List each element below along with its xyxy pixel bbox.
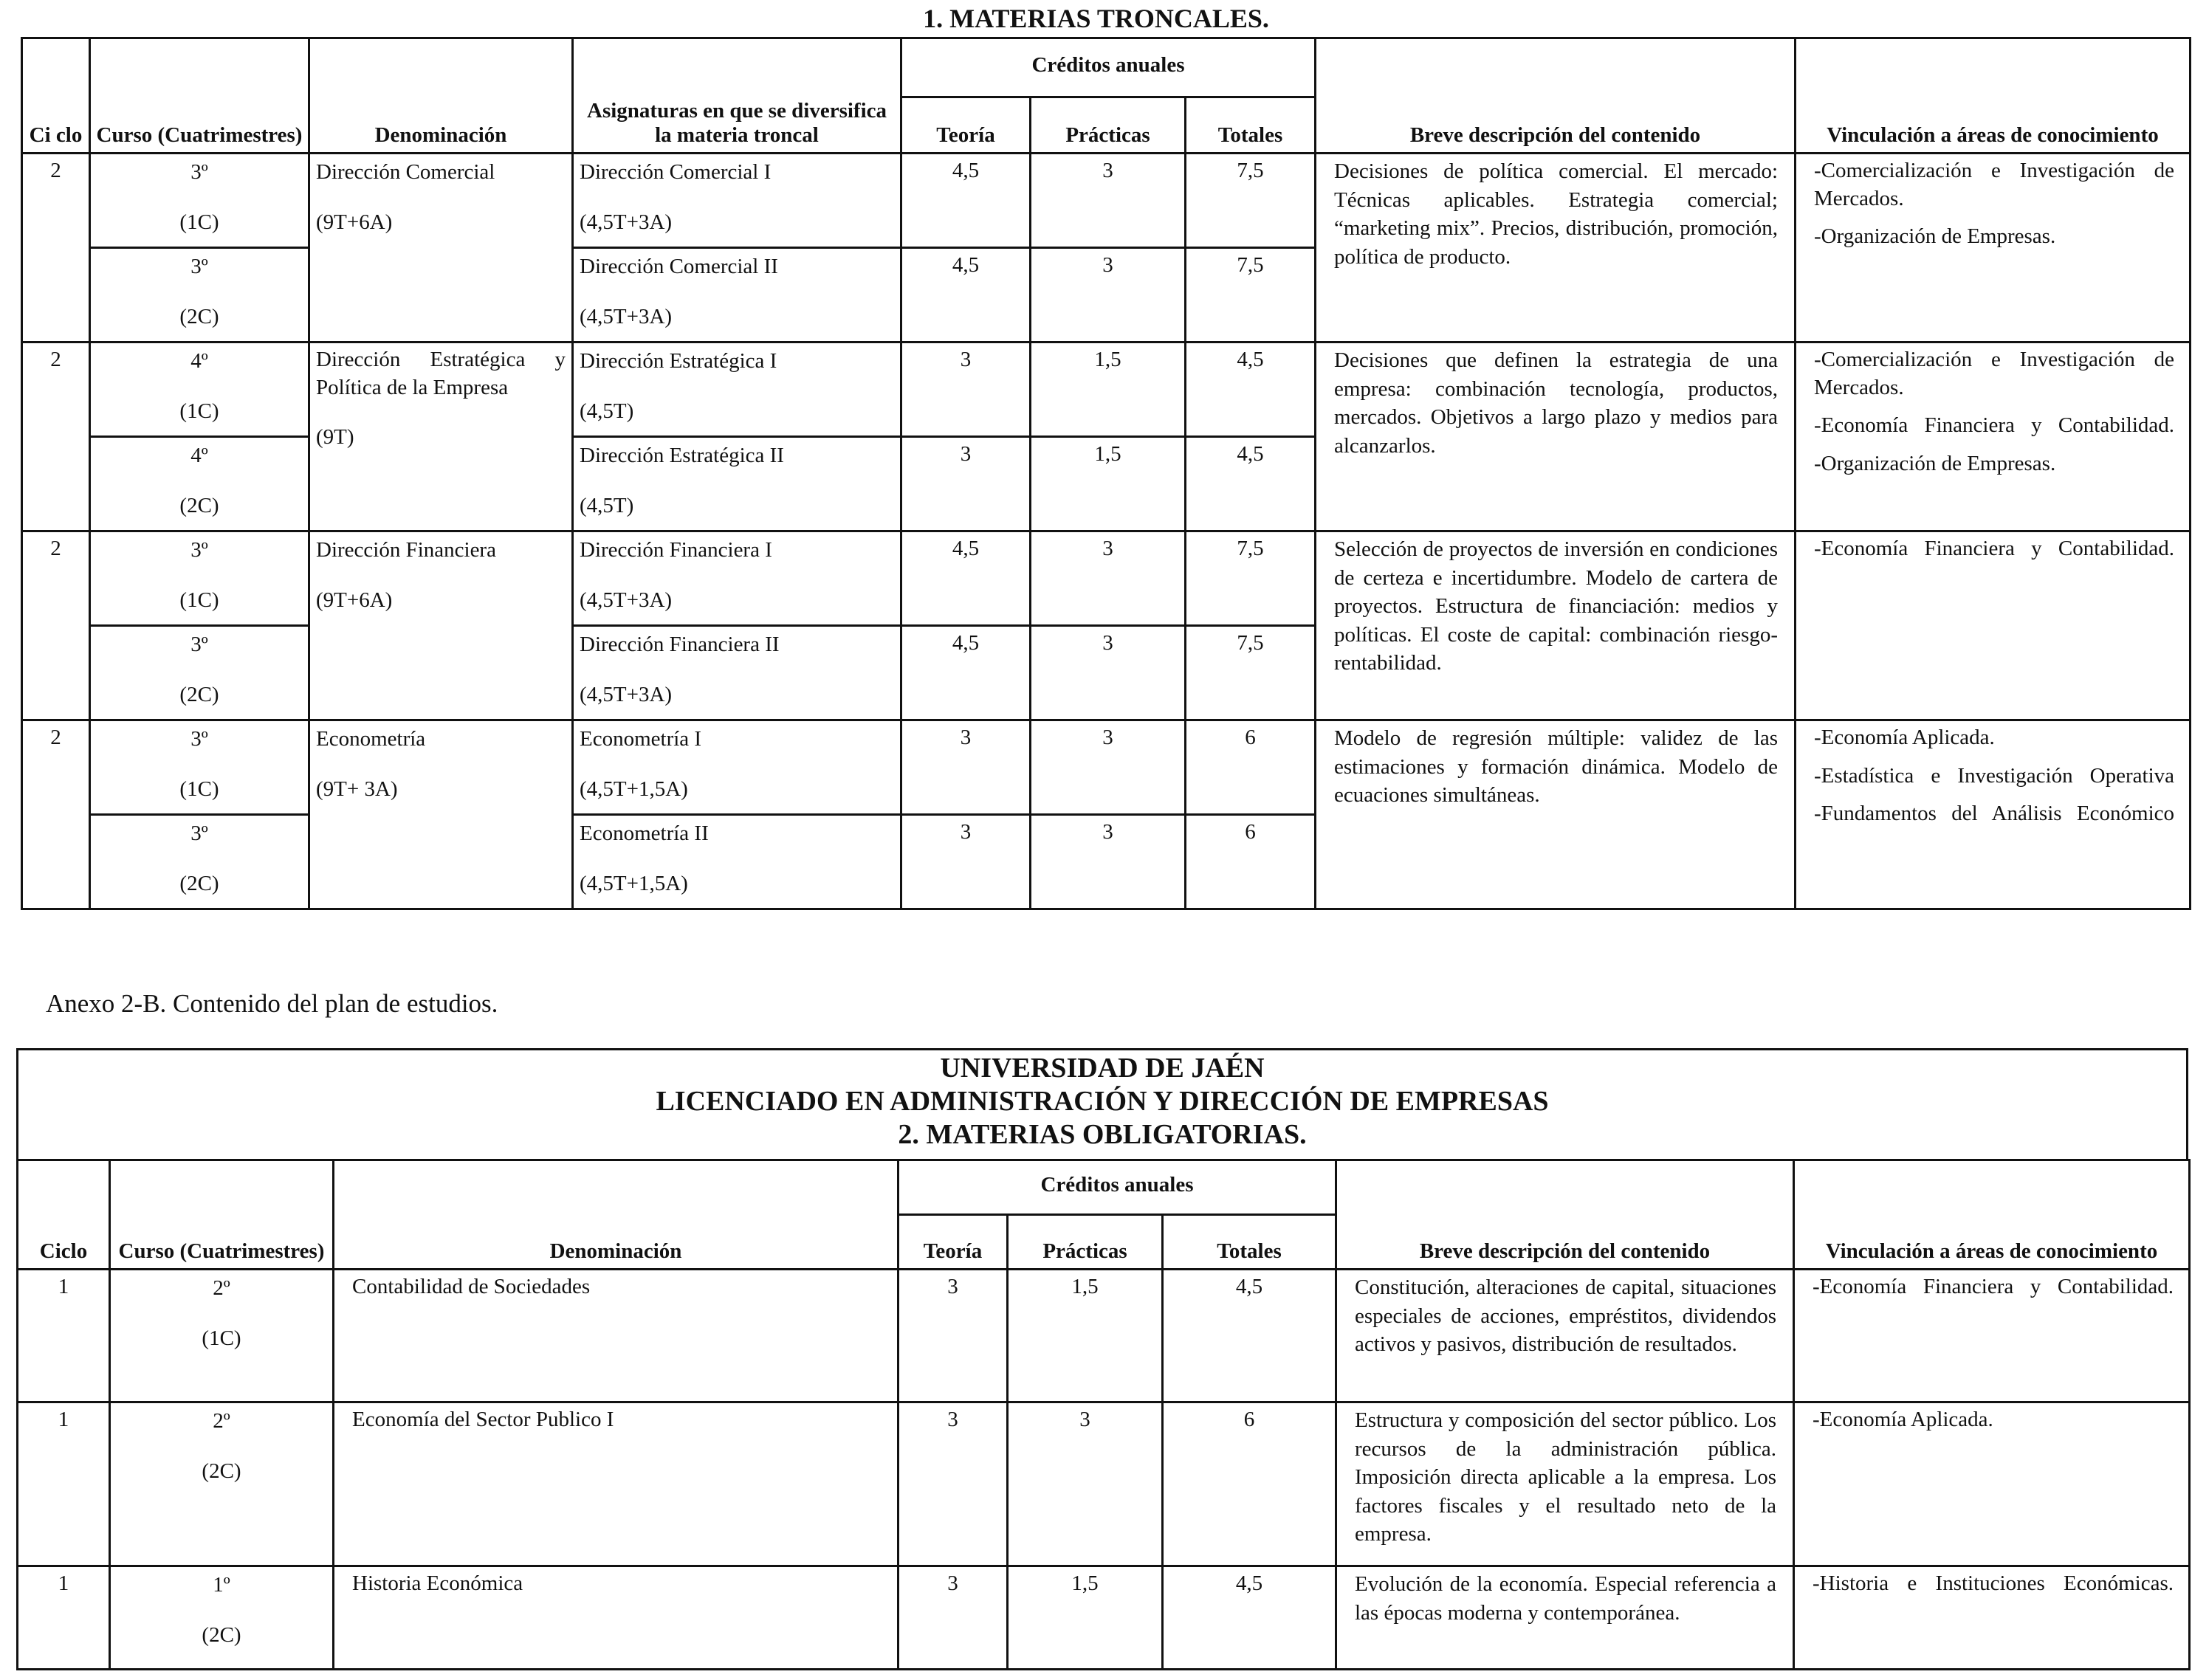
teoria-cell: 4,5 bbox=[901, 626, 1031, 720]
totales-cell: 7,5 bbox=[1186, 626, 1316, 720]
header-curso: Curso (Cuatrimestres) bbox=[110, 1160, 334, 1270]
areas-cell: -Economía Aplicada. bbox=[1794, 1402, 2190, 1566]
totales-cell: 4,5 bbox=[1163, 1566, 1336, 1670]
table-row bbox=[18, 1402, 2190, 1566]
annex-caption: Anexo 2-B. Contenido del plan de estudios. bbox=[46, 989, 498, 1018]
materias-troncales-table bbox=[21, 37, 2191, 910]
header-vinculacion: Vinculación a áreas de conocimiento bbox=[1796, 38, 2191, 154]
university-title: UNIVERSIDAD DE JAÉN bbox=[940, 1053, 1265, 1084]
totales-cell: 7,5 bbox=[1186, 248, 1316, 342]
asignatura-cell: Dirección Financiera II (4,5T+3A) bbox=[573, 626, 901, 720]
practicas-cell: 3 bbox=[1031, 626, 1186, 720]
header-creditos: Créditos anuales bbox=[899, 1160, 1336, 1215]
header-teoria: Teoría bbox=[901, 97, 1031, 154]
practicas-cell: 3 bbox=[1031, 154, 1186, 248]
totales-cell: 4,5 bbox=[1163, 1270, 1336, 1402]
asignatura-cell: Dirección Estratégica I (4,5T) bbox=[573, 342, 901, 437]
descripcion-cell: Selección de proyectos de inversión en condiciones de certeza e incertidumbre. Modelo de cartera de proyectos. Estructura de financiación: medios y políticas. El coste de capital: combinación riesgo-rentabilidad. bbox=[1316, 531, 1796, 720]
teoria-cell: 3 bbox=[901, 342, 1031, 437]
ciclo-cell: 2 bbox=[22, 720, 90, 909]
asignatura-cell: Econometría I (4,5T+1,5A) bbox=[573, 720, 901, 815]
teoria-cell: 3 bbox=[899, 1566, 1008, 1670]
teoria-cell: 3 bbox=[899, 1402, 1008, 1566]
curso-cell: 3º (2C) bbox=[90, 248, 309, 342]
header-practicas: Prácticas bbox=[1008, 1215, 1163, 1270]
teoria-cell: 3 bbox=[901, 815, 1031, 909]
table-row bbox=[22, 531, 2191, 626]
curso-cell: 3º (1C) bbox=[90, 720, 309, 815]
curso-cell: 3º (2C) bbox=[90, 626, 309, 720]
materias-obligatorias-table bbox=[16, 1159, 2191, 1670]
ciclo-cell: 2 bbox=[22, 154, 90, 342]
practicas-cell: 3 bbox=[1031, 248, 1186, 342]
curso-cell: 4º (2C) bbox=[90, 437, 309, 531]
areas-cell: -Economía Financiera y Contabilidad. bbox=[1796, 531, 2191, 720]
asignatura-cell: Dirección Comercial II (4,5T+3A) bbox=[573, 248, 901, 342]
teoria-cell: 4,5 bbox=[901, 154, 1031, 248]
descripcion-cell: Decisiones de política comercial. El mercado: Técnicas aplicables. Estrategia comercial; “marketing mix”. Precios, distribución, promoción, política de producto. bbox=[1316, 154, 1796, 342]
practicas-cell: 3 bbox=[1031, 531, 1186, 626]
denominacion-cell: Economía del Sector Publico I bbox=[334, 1402, 899, 1566]
ciclo-cell: 2 bbox=[22, 531, 90, 720]
descripcion-cell: Estructura y composición del sector público. Los recursos de la administración pública. Imposición directa aplicable a la empresa. Los factores fiscales y el resultado neto de la empresa. bbox=[1336, 1402, 1794, 1566]
totales-cell: 6 bbox=[1163, 1402, 1336, 1566]
asignatura-cell: Dirección Estratégica II (4,5T) bbox=[573, 437, 901, 531]
teoria-cell: 4,5 bbox=[901, 531, 1031, 626]
table-row bbox=[22, 342, 2191, 437]
teoria-cell: 3 bbox=[899, 1270, 1008, 1402]
totales-cell: 6 bbox=[1186, 815, 1316, 909]
descripcion-cell: Decisiones que definen la estrategia de una empresa: combinación tecnología, productos, mercados. Objetivos a largo plazo y medios para alcanzarlos. bbox=[1316, 342, 1796, 531]
curso-cell: 3º (1C) bbox=[90, 531, 309, 626]
totales-cell: 6 bbox=[1186, 720, 1316, 815]
header-asignaturas: Asignaturas en que se diversifica la materia troncal bbox=[573, 38, 901, 154]
areas-cell: -Economía Aplicada. -Estadística e Investigación Operativa -Fundamentos del Análisis Económico bbox=[1796, 720, 2191, 909]
table-row bbox=[18, 1270, 2190, 1402]
practicas-cell: 3 bbox=[1031, 815, 1186, 909]
header-descripcion: Breve descripción del contenido bbox=[1336, 1160, 1794, 1270]
denominacion-cell: Historia Económica bbox=[334, 1566, 899, 1670]
header-vinculacion: Vinculación a áreas de conocimiento bbox=[1794, 1160, 2190, 1270]
denominacion-cell: Econometría (9T+ 3A) bbox=[309, 720, 573, 909]
areas-cell: -Comercialización e Investigación de Mercados. -Organización de Empresas. bbox=[1796, 154, 2191, 342]
totales-cell: 7,5 bbox=[1186, 531, 1316, 626]
ciclo-cell: 1 bbox=[18, 1402, 110, 1566]
header-denominacion: Denominación bbox=[334, 1160, 899, 1270]
curso-cell: 4º (1C) bbox=[90, 342, 309, 437]
teoria-cell: 4,5 bbox=[901, 248, 1031, 342]
header-curso: Curso (Cuatrimestres) bbox=[90, 38, 309, 154]
curso-cell: 2º (1C) bbox=[110, 1270, 334, 1402]
descripcion-cell: Modelo de regresión múltiple: validez de las estimaciones y formación dinámica. Modelo de ecuaciones simultáneas. bbox=[1316, 720, 1796, 909]
descripcion-cell: Evolución de la economía. Especial referencia a las épocas moderna y contemporánea. bbox=[1336, 1566, 1794, 1670]
curso-cell: 2º (2C) bbox=[110, 1402, 334, 1566]
ciclo-cell: 2 bbox=[22, 342, 90, 531]
areas-cell: -Historia e Instituciones Económicas. bbox=[1794, 1566, 2190, 1670]
curso-cell: 3º (2C) bbox=[90, 815, 309, 909]
curso-cell: 1º (2C) bbox=[110, 1566, 334, 1670]
header-denominacion: Denominación bbox=[309, 38, 573, 154]
areas-cell: -Comercialización e Investigación de Mercados. -Economía Financiera y Contabilidad. -Organización de Empresas. bbox=[1796, 342, 2191, 531]
table2-title: 2. MATERIAS OBLIGATORIAS. bbox=[898, 1119, 1307, 1150]
table-row bbox=[22, 720, 2191, 815]
header-descripcion: Breve descripción del contenido bbox=[1316, 38, 1796, 154]
totales-cell: 4,5 bbox=[1186, 437, 1316, 531]
denominacion-cell: Dirección Comercial (9T+6A) bbox=[309, 154, 573, 342]
totales-cell: 4,5 bbox=[1186, 342, 1316, 437]
denominacion-cell: Dirección Financiera (9T+6A) bbox=[309, 531, 573, 720]
practicas-cell: 3 bbox=[1008, 1402, 1163, 1566]
degree-title: LICENCIADO EN ADMINISTRACIÓN Y DIRECCIÓN DE EMPRESAS bbox=[656, 1086, 1549, 1117]
ciclo-cell: 1 bbox=[18, 1566, 110, 1670]
practicas-cell: 3 bbox=[1031, 720, 1186, 815]
table-row bbox=[22, 154, 2191, 248]
header-teoria: Teoría bbox=[899, 1215, 1008, 1270]
header-totales: Totales bbox=[1163, 1215, 1336, 1270]
asignatura-cell: Econometría II (4,5T+1,5A) bbox=[573, 815, 901, 909]
totales-cell: 7,5 bbox=[1186, 154, 1316, 248]
practicas-cell: 1,5 bbox=[1031, 437, 1186, 531]
header-practicas: Prácticas bbox=[1031, 97, 1186, 154]
curso-cell: 3º (1C) bbox=[90, 154, 309, 248]
ciclo-cell: 1 bbox=[18, 1270, 110, 1402]
denominacion-cell: Contabilidad de Sociedades bbox=[334, 1270, 899, 1402]
table2-header bbox=[16, 1048, 2188, 1159]
header-ciclo: Ci clo bbox=[22, 38, 90, 154]
areas-cell: -Economía Financiera y Contabilidad. bbox=[1794, 1270, 2190, 1402]
table-row bbox=[18, 1566, 2190, 1670]
practicas-cell: 1,5 bbox=[1031, 342, 1186, 437]
teoria-cell: 3 bbox=[901, 720, 1031, 815]
descripcion-cell: Constitución, alteraciones de capital, situaciones especiales de acciones, empréstitos, dividendos activos y pasivos, distribución de resultados. bbox=[1336, 1270, 1794, 1402]
asignatura-cell: Dirección Financiera I (4,5T+3A) bbox=[573, 531, 901, 626]
teoria-cell: 3 bbox=[901, 437, 1031, 531]
asignatura-cell: Dirección Comercial I (4,5T+3A) bbox=[573, 154, 901, 248]
denominacion-cell: Dirección Estratégica y Política de la Empresa (9T) bbox=[309, 342, 573, 531]
table1-title: 1. MATERIAS TRONCALES. bbox=[923, 4, 1269, 33]
practicas-cell: 1,5 bbox=[1008, 1270, 1163, 1402]
header-creditos: Créditos anuales bbox=[901, 38, 1316, 97]
header-ciclo: Ciclo bbox=[18, 1160, 110, 1270]
practicas-cell: 1,5 bbox=[1008, 1566, 1163, 1670]
header-totales: Totales bbox=[1186, 97, 1316, 154]
